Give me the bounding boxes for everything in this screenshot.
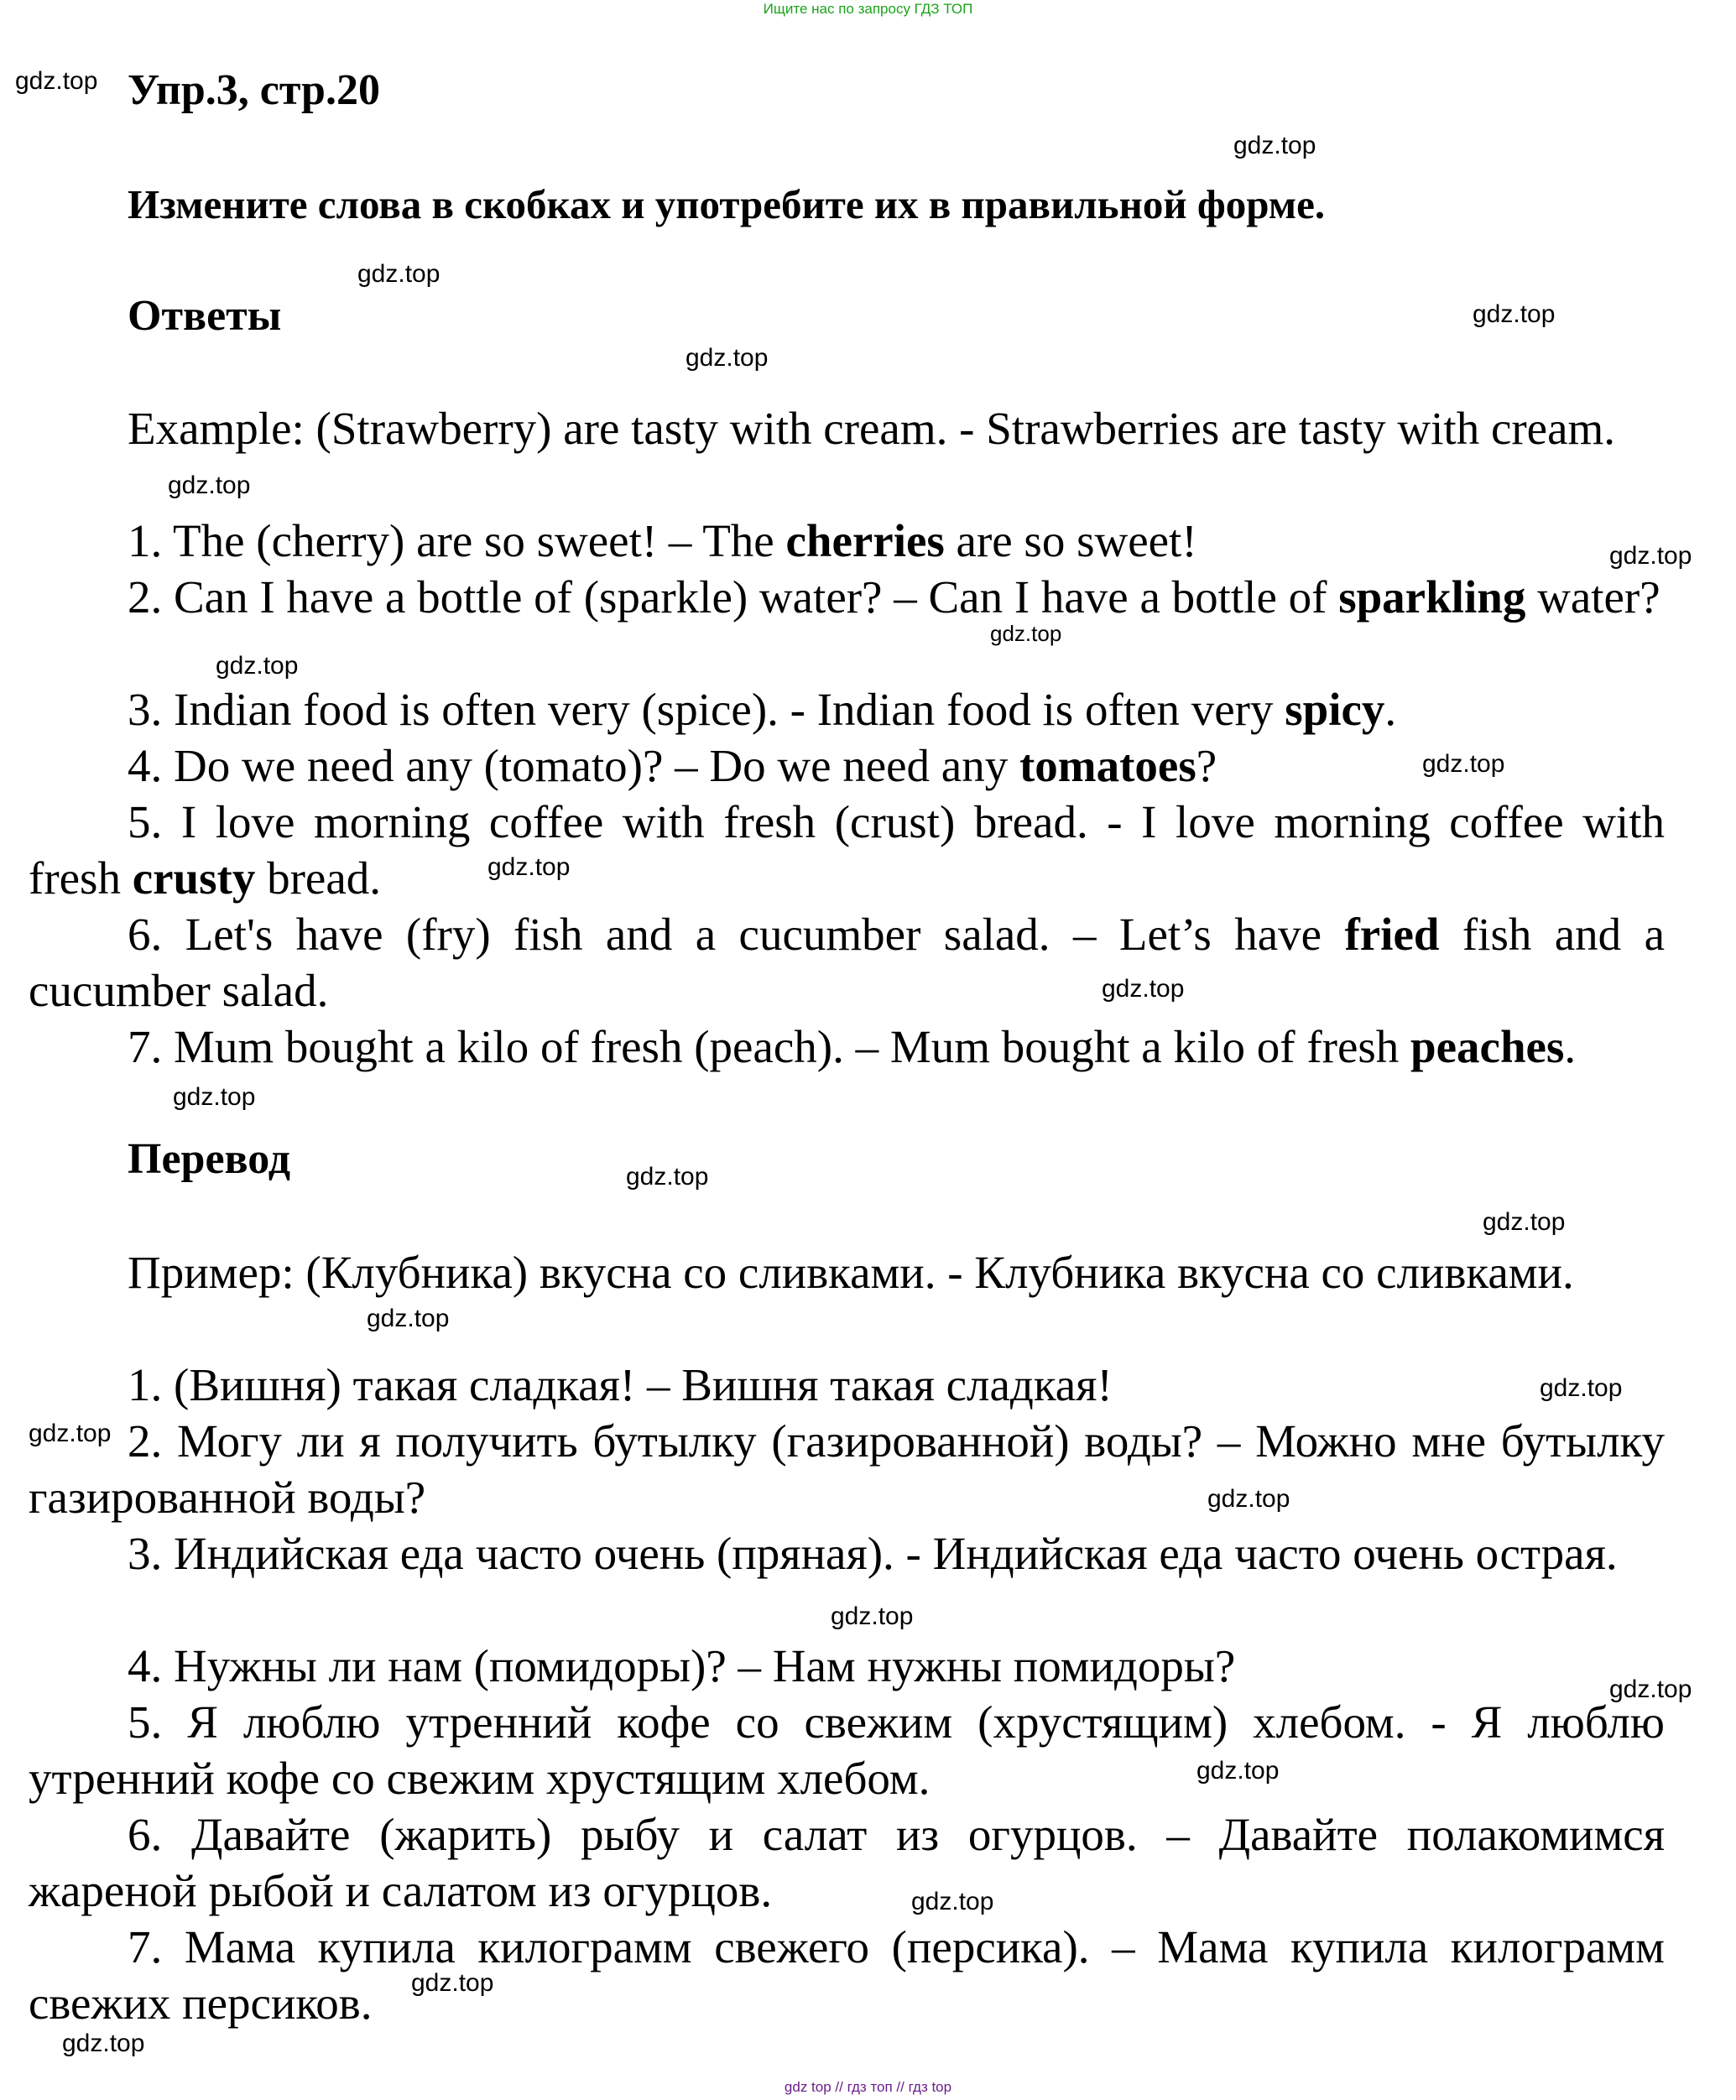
answer-text-end: bread.	[255, 852, 381, 904]
watermark: gdz.top	[357, 260, 441, 288]
answer-5	[29, 794, 1665, 906]
watermark: gdz.top	[1609, 542, 1692, 570]
watermark: gdz.top	[1207, 1485, 1290, 1513]
translation-6: 6. Давайте (жарить) рыбу и салат из огурцов. – Давайте полакомимся жареной рыбой и салатом из огурцов.	[29, 1809, 1665, 1916]
watermark: gdz.top	[168, 472, 251, 499]
exercise-title: Упр.3, стр.20	[128, 66, 380, 114]
answer-text-end: water?	[1525, 571, 1660, 623]
exercise-instruction: Измените слова в скобках и употребите их в правильной форме.	[128, 181, 1326, 227]
top-banner: Ищите нас по запросу ГДЗ ТОП	[763, 1, 973, 17]
answer-text: 7. Mum bought a kilo of fresh (peach). – Mum bought a kilo of fresh	[128, 1021, 1411, 1072]
answer-text-end: fish and a cucumber salad.	[29, 909, 1665, 1016]
translation-2: 2. Могу ли я получить бутылку (газированной) воды? – Можно мне бутылку газированной воды?	[29, 1415, 1665, 1523]
translation-4: 4. Нужны ли нам (помидоры)? – Нам нужны помидоры?	[128, 1640, 1236, 1691]
watermark: gdz.top	[487, 853, 571, 881]
translation-example: Пример: (Клубника) вкусна со сливками. - Клубника вкусна со сливками.	[128, 1247, 1574, 1298]
answer-text: 3. Indian food is often very (spice). - Indian food is often very	[128, 684, 1285, 735]
answer-word: tomatoes	[1019, 740, 1196, 791]
answer-6	[29, 906, 1665, 1019]
watermark: gdz.top	[626, 1163, 709, 1191]
answer-text: 2. Can I have a bottle of (sparkle) water? – Can I have a bottle of	[128, 571, 1339, 623]
answer-word: sparkling	[1338, 571, 1526, 623]
answer-text: 1. The (cherry) are so sweet! – The	[128, 515, 786, 566]
watermark: gdz.top	[1473, 300, 1556, 328]
answer-word: peaches	[1410, 1021, 1565, 1072]
watermark: gdz.top	[1102, 975, 1185, 1003]
answer-text-end: are so sweet!	[944, 515, 1197, 566]
answer-text: 5. I love morning coffee with fresh (crust) bread. - I love morning coffee with fresh	[29, 796, 1665, 904]
answers-heading: Ответы	[128, 292, 282, 340]
answer-text: Example: (Strawberry) are tasty with cream. - Strawberries are tasty with cream.	[128, 403, 1616, 454]
answer-word: cherries	[785, 515, 945, 566]
answer-text-end: .	[1564, 1021, 1577, 1072]
watermark: gdz.top	[990, 621, 1062, 646]
answer-text: 6. Let's have (fry) fish and a cucumber salad. – Let’s have	[128, 909, 1345, 960]
watermark: gdz.top	[411, 1969, 494, 1997]
answer-2	[29, 569, 1665, 625]
answer-7	[29, 1019, 1665, 1075]
watermark: gdz.top	[911, 1888, 994, 1915]
watermark: gdz.top	[831, 1602, 914, 1630]
watermark: gdz.top	[1540, 1374, 1623, 1402]
watermark: gdz.top	[1196, 1757, 1280, 1785]
answer-word: crusty	[132, 852, 256, 904]
watermark: gdz.top	[686, 344, 769, 372]
answer-text-end: ?	[1196, 740, 1217, 791]
watermark: gdz.top	[62, 2030, 145, 2057]
answer-text: 4. Do we need any (tomato)? – Do we need any	[128, 740, 1019, 791]
watermark: gdz.top	[216, 652, 299, 680]
answer-example	[29, 400, 1665, 456]
watermark: gdz.top	[1422, 750, 1505, 778]
watermark: gdz.top	[1483, 1208, 1566, 1236]
translation-1: 1. (Вишня) такая сладкая! – Вишня такая сладкая!	[128, 1359, 1113, 1410]
answer-3	[29, 681, 1665, 737]
watermark: gdz.top	[367, 1305, 450, 1332]
answer-4	[29, 737, 1665, 794]
watermark: gdz.top	[1233, 132, 1316, 159]
translation-5: 5. Я люблю утренний кофе со свежим (хрустящим) хлебом. - Я люблю утренний кофе со свежим хрустящим хлебом.	[29, 1696, 1665, 1804]
watermark: gdz.top	[15, 67, 98, 95]
answer-word: fried	[1344, 909, 1440, 960]
footer-watermark: gdz top // гдз топ // гдз top	[784, 2079, 952, 2095]
translation-3: 3. Индийская еда часто очень (пряная). - Индийская еда часто очень острая.	[128, 1528, 1618, 1579]
answer-text-end: .	[1384, 684, 1397, 735]
translation-7: 7. Мама купила килограмм свежего (персика). – Мама купила килограмм свежих персиков.	[29, 1921, 1665, 2029]
answer-word: spicy	[1285, 684, 1385, 735]
watermark: gdz.top	[29, 1420, 112, 1447]
answer-1	[29, 513, 1665, 569]
watermark: gdz.top	[1609, 1675, 1692, 1703]
translation-heading: Перевод	[128, 1135, 291, 1183]
watermark: gdz.top	[173, 1083, 256, 1111]
